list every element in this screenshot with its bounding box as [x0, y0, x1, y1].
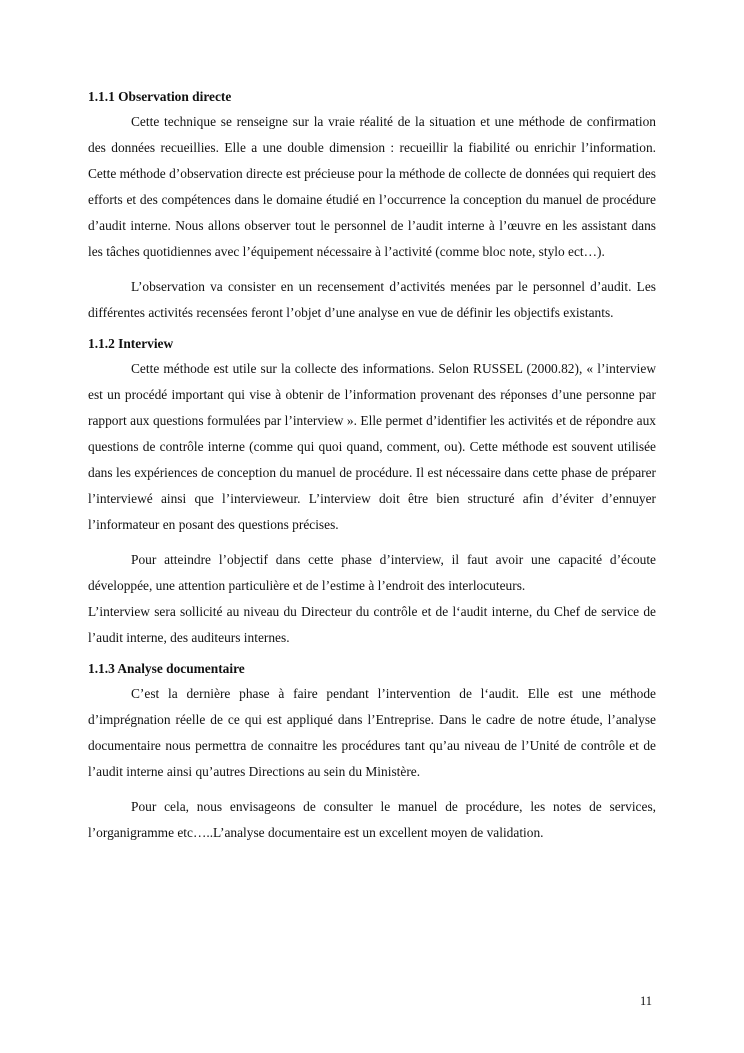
section-heading: 1.1.2 Interview [88, 336, 174, 351]
paragraph: L’observation va consister en un recensement d’activités menées par le personnel d’audit. Les différentes activités recensées feront l’objet d’une analyse en vue de définir les objectifs existants. [88, 279, 656, 320]
paragraph: Cette méthode est utile sur la collecte des informations. Selon RUSSEL (2000.82), « l’interview est un procédé important qui vise à obtenir de l’information provenant des réponses d’une personne par rapport aux questions formulées par l’interview ». Elle permet d’identifier les activités et de répondre aux questions de contrôle interne (comme qui quoi quand, comment, ou). Cette méthode est souvent utilisée dans les expériences de conception du manuel de procédure. Il est nécessaire dans cette phase de préparer l’interviewé ainsi que l’intervieweur. L’interview doit être bien structuré afin d’éviter d’ennuyer l’informateur en posant des questions précises. [88, 361, 656, 532]
paragraph: C’est la dernière phase à faire pendant l’intervention de l‘audit. Elle est une méthode d’imprégnation réelle de ce qui est appliqué dans l’Entreprise. Dans le cadre de notre étude, l’analyse documentaire nous permettra de connaitre les procédures tant qu’au niveau de l’Unité de contrôle et de l’audit interne ainsi qu’autres Directions au sein du Ministère. [88, 686, 656, 779]
section-heading: 1.1.1 Observation directe [88, 89, 232, 104]
section-interview [88, 334, 656, 651]
paragraph: Pour cela, nous envisageons de consulter le manuel de procédure, les notes de services, l’organigramme etc…..L’analyse documentaire est un excellent moyen de validation. [88, 799, 656, 840]
paragraph: Cette technique se renseigne sur la vraie réalité de la situation et une méthode de confirmation des données recueillies. Elle a une double dimension : recueillir la fiabilité ou enrichir l’information. Cette méthode d’observation directe est précieuse pour la méthode de collecte de données qui requiert des efforts et des compétences dans le domaine étudié en l’occurrence la conception du manuel de procédure d’audit interne. Nous allons observer tout le personnel de l’audit interne à l’œuvre en les assistant dans les tâches quotidiennes avec l’équipement nécessaire à l’activité (comme bloc note, stylo ect…). [88, 114, 656, 259]
section-analyse-documentaire [88, 659, 656, 846]
document-page [88, 87, 656, 846]
paragraph: L’interview sera sollicité au niveau du Directeur du contrôle et de l‘audit interne, du Chef de service de l’audit interne, des auditeurs internes. [88, 604, 656, 645]
section-heading: 1.1.3 Analyse documentaire [88, 661, 245, 676]
section-observation-directe [88, 87, 656, 326]
paragraph: Pour atteindre l’objectif dans cette phase d’interview, il faut avoir une capacité d’écoute développée, une attention particulière et de l’estime à l’endroit des interlocuteurs. [88, 552, 656, 593]
page-number: 11 [640, 994, 653, 1008]
